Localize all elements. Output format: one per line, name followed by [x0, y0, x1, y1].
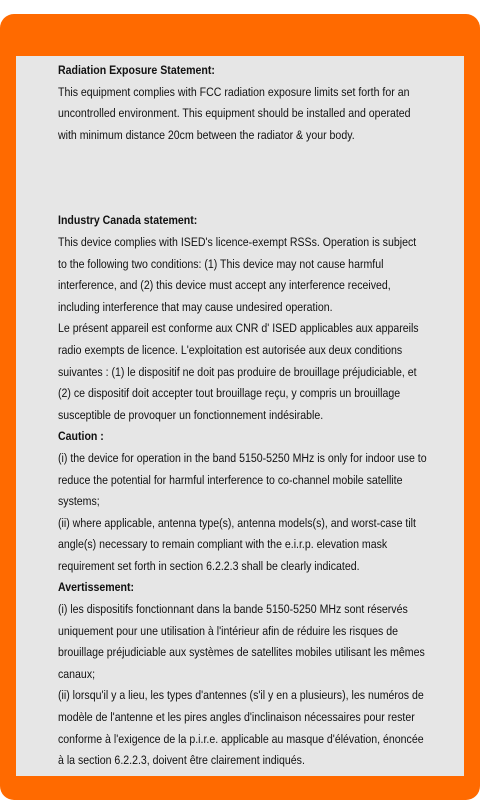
- text-line: canaux;: [58, 666, 96, 681]
- text-line: This equipment complies with FCC radiation exposure limits set forth for an: [58, 84, 410, 99]
- orange-frame: [0, 14, 480, 800]
- text-line: suivantes : (1) le dispositif ne doit pas produire de brouillage préjudiciable, et: [58, 364, 417, 379]
- text-line: systems;: [58, 494, 100, 509]
- text-line: uncontrolled environment. This equipment should be installed and operated: [58, 106, 411, 121]
- text-line: conforme à l'exigence de la p.i.r.e. applicable au masque d'élévation, énoncée: [58, 731, 424, 746]
- radiation-heading: Radiation Exposure Statement:: [58, 63, 215, 77]
- text-line: This device complies with ISED's licence-exempt RSSs. Operation is subject: [58, 234, 417, 249]
- text-line: modèle de l'antenne et les pires angles d'inclinaison nécessaires pour rester: [58, 710, 415, 725]
- text-line: uniquement pour une utilisation à l'intérieur afin de réduire les risques de: [58, 623, 399, 638]
- text-line: (ii) lorsqu'il y a lieu, les types d'antennes (s'il y en a plusieurs), les numéros de: [58, 688, 424, 703]
- text-line: with minimum distance 20cm between the radiator & your body.: [58, 127, 355, 142]
- text-line: brouillage préjudiciable aux systèmes de satellites mobiles utilisant les mêmes: [58, 645, 425, 660]
- text-line: (ii) where applicable, antenna type(s), antenna models(s), and worst-case tilt: [58, 515, 416, 530]
- text-line: (i) les dispositifs fonctionnant dans la bande 5150-5250 MHz sont réservés: [58, 602, 408, 617]
- text-line: requirement set forth in section 6.2.2.3 shall be clearly indicated.: [58, 558, 360, 573]
- text-line: Le présent appareil est conforme aux CNR d' ISED applicables aux appareils: [58, 321, 419, 336]
- text-line: including interference that may cause undesired operation.: [58, 299, 333, 314]
- text-line: susceptible de provoquer un fonctionnement indésirable.: [58, 407, 324, 422]
- text-line: (2) ce dispositif doit accepter tout brouillage reçu, y compris un brouillage: [58, 386, 401, 401]
- text-line: interference, and (2) this device must accept any interference received,: [58, 278, 391, 293]
- avertissement-heading: Avertissement:: [58, 580, 135, 595]
- text-line: angle(s) necessary to remain compliant with the e.i.r.p. elevation mask: [58, 537, 388, 552]
- section-spacer: [58, 146, 450, 210]
- text-line: reduce the potential for harmful interference to co-channel mobile satellite: [58, 472, 403, 487]
- regulatory-text: [58, 60, 450, 772]
- text-line: radio exempts de licence. L'exploitation est autorisée aux deux conditions: [58, 342, 403, 357]
- caution-heading: Caution :: [58, 429, 104, 444]
- text-line: à la section 6.2.2.3, doivent être clairement indiqués.: [58, 753, 305, 768]
- document-sheet: [16, 56, 464, 776]
- text-line: to the following two conditions: (1) This device may not cause harmful: [58, 256, 384, 271]
- text-line: (i) the device for operation in the band 5150-5250 MHz is only for indoor use to: [58, 450, 427, 465]
- industry-canada-heading: Industry Canada statement:: [58, 213, 198, 228]
